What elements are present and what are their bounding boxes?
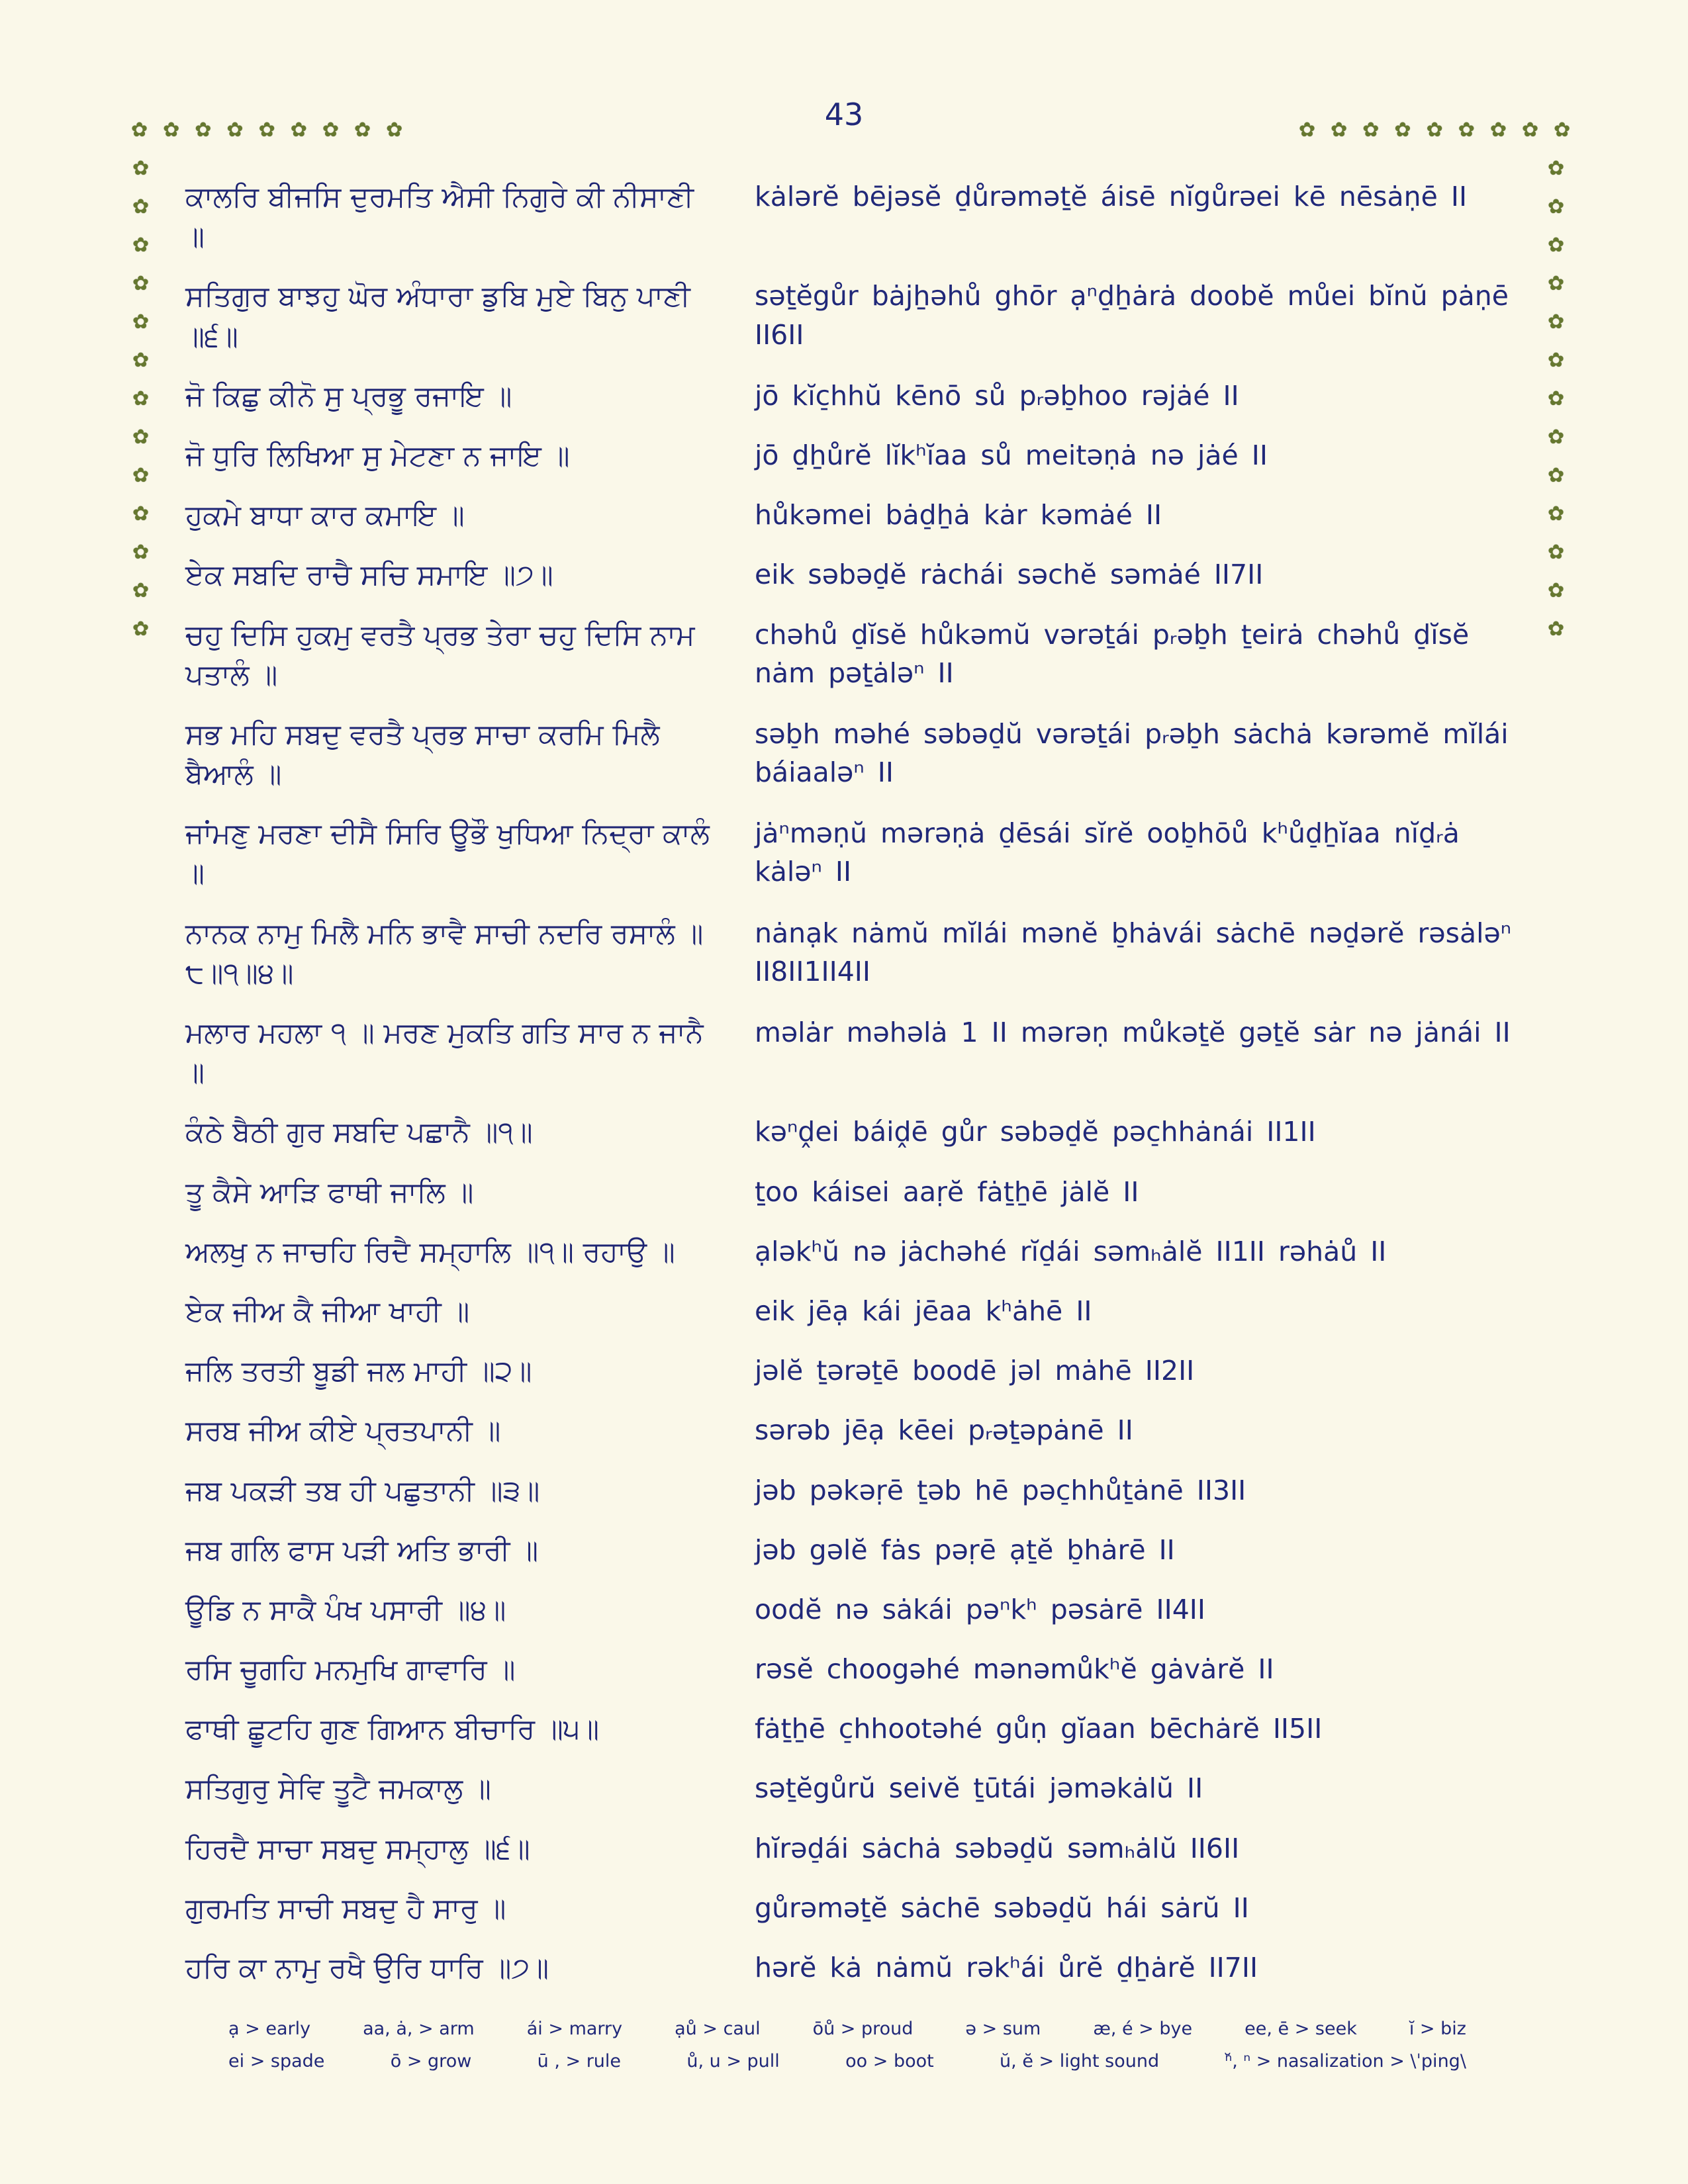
- verse-row: [185, 377, 1536, 416]
- guide-item: æ, é > bye: [1093, 2019, 1193, 2039]
- verse-row: [185, 1292, 1536, 1332]
- flower-icon: ✿: [195, 118, 212, 142]
- gurmukhi-text: ਸਰਬ ਜੀਅ ਕੀਏ ਪ੍ਰਤਪਾਨੀ ॥: [185, 1414, 501, 1448]
- flower-icon: ✿: [132, 579, 150, 602]
- flower-icon: ✿: [1362, 118, 1380, 142]
- flower-icon: ✿: [290, 118, 307, 142]
- roman-text: ṯoo káisei aaṛĕ fȧṯẖē jȧlĕ II: [755, 1175, 1139, 1208]
- flower-icon: ✿: [258, 118, 275, 142]
- roman-text: nȧnạk nȧmŭ mĭlái mənĕ b̠hȧvái sȧchē nəd̠ərĕ rəsȧləⁿ II8II1II4II: [755, 917, 1512, 987]
- flower-icon: ✿: [1299, 118, 1316, 142]
- gurmukhi-text: ਜਬ ਪਕੜੀ ਤਬ ਹੀ ਪਛੁਤਾਨੀ ॥੩॥: [185, 1474, 540, 1508]
- flower-icon: ✿: [1426, 118, 1443, 142]
- flower-icon: ✿: [132, 195, 150, 218]
- flower-icon: ✿: [132, 387, 150, 410]
- ornament-border-right: [1548, 159, 1564, 639]
- flower-icon: ✿: [353, 118, 371, 142]
- guide-item: ạů > caul: [675, 2019, 761, 2039]
- flower-icon: ✿: [1548, 157, 1565, 180]
- gurmukhi-text: ਏਕ ਜੀਅ ਕੈ ਜੀਆ ਖਾਹੀ ॥: [185, 1295, 470, 1328]
- flower-icon: ✿: [1521, 118, 1539, 142]
- roman-text: jəb pəkəṛē ṯəb hē pəc̠hhůṯȧnē II3II: [755, 1474, 1246, 1506]
- guide-item: ə > sum: [965, 2019, 1041, 2039]
- verse-row: [185, 1948, 1536, 1988]
- roman-text: hĭrəd̠ái sȧchȧ səbəd̠ŭ səmₕȧlŭ II6II: [755, 1832, 1240, 1864]
- flower-icon: ✿: [1548, 617, 1565, 641]
- flower-icon: ✿: [1548, 349, 1565, 372]
- roman-text: səb̠h məhé səbəd̠ŭ vərəṯái pᵣəb̠h sȧchȧ kərəmĕ mĭlái báiaaləⁿ II: [755, 717, 1509, 789]
- gurmukhi-text: ਨਾਨਕ ਨਾਮੁ ਮਿਲੈ ਮਨਿ ਭਾਵੈ ਸਾਚੀ ਨਦਰਿ ਰਸਾਲੰ ॥੮॥੧॥੪॥: [185, 917, 704, 990]
- verse-row: [185, 555, 1536, 595]
- guide-item: oo > boot: [845, 2051, 934, 2071]
- verse-row: [185, 1173, 1536, 1212]
- flower-icon: ✿: [322, 118, 339, 142]
- roman-text: ạləkʰŭ nə jȧchəhé rĭd̠ái səmₕȧlĕ II1II rəhȧů II: [755, 1235, 1387, 1267]
- guide-item: ee, ē > seek: [1244, 2019, 1357, 2039]
- verse-row: [185, 496, 1536, 535]
- gurmukhi-text: ਊਡਿ ਨ ਸਾਕੈ ਪੰਖ ਪਸਾਰੀ ॥੪॥: [185, 1593, 506, 1627]
- gurmukhi-text: ਜਾਂਮਣੁ ਮਰਣਾ ਦੀਸੈ ਸਿਰਿ ਊਭੌ ਖੁਧਿਆ ਨਿਦ੍ਰਾ ਕਾਲੰ ॥: [185, 817, 710, 891]
- roman-text: oodĕ nə sȧkái pəⁿkʰ pəsȧrē II4II: [755, 1593, 1205, 1625]
- verse-row: [185, 436, 1536, 476]
- flower-icon: ✿: [132, 272, 150, 295]
- roman-text: eik səbəd̠ĕ rȧchái səchĕ səmȧé II7II: [755, 559, 1264, 591]
- guide-item: ái > marry: [526, 2019, 623, 2039]
- gurmukhi-text: ਜਬ ਗਲਿ ਫਾਸ ਪੜੀ ਅਤਿ ਭਾਰੀ ॥: [185, 1533, 539, 1567]
- roman-text: fȧṯẖē c̠hhootəhé gůṇ gĭaan bēchȧrĕ II5II: [755, 1713, 1323, 1745]
- guide-item: ạ > early: [228, 2019, 311, 2039]
- flower-icon: ✿: [132, 310, 150, 334]
- flower-icon: ✿: [1548, 387, 1565, 410]
- flower-icon: ✿: [386, 118, 403, 142]
- verse-row: [185, 277, 1536, 356]
- roman-text: jō kĭc̠hhŭ kēnō sů pᵣəb̠hoo rəjȧé II: [755, 379, 1239, 412]
- roman-text: hərĕ kȧ nȧmŭ rəkʰái ůrĕ d̠ẖȧrĕ II7II: [755, 1952, 1258, 1983]
- guide-row-1: [228, 2019, 1466, 2039]
- flower-icon: ✿: [1548, 272, 1565, 295]
- verse-row: [185, 1013, 1536, 1093]
- flower-icon: ✿: [1548, 464, 1565, 487]
- verse-row: [185, 1650, 1536, 1690]
- flower-icon: ✿: [132, 349, 150, 372]
- roman-text: rəsĕ choogəhé mənəmůkʰĕ gȧvȧrĕ II: [755, 1653, 1274, 1686]
- guide-item: ĭ > biz: [1409, 2019, 1466, 2039]
- gurmukhi-text: ਕੰਠੇ ਬੈਠੀ ਗੁਰ ਸਬਦਿ ਪਛਾਨੈ ॥੧॥: [185, 1116, 533, 1150]
- roman-text: jəlĕ ṯərəṯē boodē jəl mȧhē II2II: [755, 1355, 1195, 1387]
- roman-text: səṯĕgůr bȧjẖəhů ghōr ạⁿd̠ẖȧrȧ doobĕ můei bĭnŭ pȧṇē II6II: [755, 280, 1509, 351]
- ornament-border-left: [132, 159, 149, 639]
- verse-row: [185, 1411, 1536, 1451]
- gurmukhi-text: ਰਸਿ ਚੂਗਹਿ ਮਨਮੁਖਿ ਗਾਵਾਰਿ ॥: [185, 1653, 516, 1687]
- verse-row: [185, 1829, 1536, 1869]
- flower-icon: ✿: [132, 464, 150, 487]
- gurmukhi-text: ਚਹੁ ਦਿਸਿ ਹੁਕਮੁ ਵਰਤੈ ਪ੍ਰਭ ਤੇਰਾ ਚਹੁ ਦਿਸਿ ਨਾਮ ਪਤਾਲੰ ॥: [185, 618, 695, 692]
- verse-row: [185, 1769, 1536, 1809]
- gurmukhi-text: ਫਾਥੀ ਛੂਟਹਿ ਗੁਣ ਗਿਆਨ ਬੀਚਾਰਿ ॥੫॥: [185, 1713, 600, 1747]
- gurmukhi-text: ਹਰਿ ਕਾ ਨਾਮੁ ਰਖੈ ਉਰਿ ਧਾਰਿ ॥੭॥: [185, 1952, 549, 1985]
- ornament-border-top-right: [1299, 120, 1570, 140]
- gurmukhi-text: ਕਾਲਰਿ ਬੀਜਸਿ ਦੁਰਮਤਿ ਐਸੀ ਨਿਗੁਰੇ ਕੀ ਨੀਸਾਣੀ ॥: [185, 181, 694, 254]
- flower-icon: ✿: [1548, 541, 1565, 564]
- roman-text: chəhů d̠ĭsĕ hůkəmŭ vərəṯái pᵣəb̠h ṯeirȧ chəhů d̠ĭsĕ nȧm pəṯȧləⁿ II: [755, 618, 1470, 689]
- verse-row: [185, 615, 1536, 695]
- gurmukhi-text: ਤੂ ਕੈਸੇ ਆੜਿ ਫਾਥੀ ਜਾਲਿ ॥: [185, 1175, 474, 1209]
- roman-text: jəb gəlĕ fȧs pəṛē ạṯĕ b̠hȧrē II: [755, 1533, 1175, 1566]
- flower-icon: ✿: [1548, 310, 1565, 334]
- ornament-border-top-left: [131, 120, 402, 140]
- gurmukhi-text: ਸਤਿਗੁਰੁ ਸੇਵਿ ਤੂਟੈ ਜਮਕਾਲੁ ॥: [185, 1772, 491, 1806]
- flower-icon: ✿: [132, 234, 150, 257]
- verse-row: [185, 1531, 1536, 1570]
- guide-item: ŭ, ĕ > light sound: [1000, 2051, 1160, 2071]
- flower-icon: ✿: [1548, 579, 1565, 602]
- guide-row-2: [228, 2051, 1466, 2071]
- verse-row: [185, 1889, 1536, 1929]
- roman-text: jȧⁿməṇŭ mərəṇȧ d̠ēsái sĭrĕ oob̠hōů kʰůd̠ẖĭaa nĭd̠ᵣȧ kȧləⁿ II: [755, 817, 1460, 888]
- roman-text: gůrəməṯĕ sȧchē səbəd̠ŭ hái sȧrŭ II: [755, 1891, 1249, 1924]
- guide-item: ū , > rule: [537, 2051, 622, 2071]
- flower-icon: ✿: [163, 118, 180, 142]
- guide-item: ei > spade: [228, 2051, 325, 2071]
- roman-text: jō d̠ẖůrĕ lĭkʰĭaa sů meitəṇȧ nə jȧé II: [755, 439, 1268, 471]
- guide-item: ⁿ̆, ⁿ > nasalization > \ˈping\: [1225, 2051, 1466, 2071]
- gurmukhi-text: ਜੋ ਕਿਛੁ ਕੀਨੋ ਸੁ ਪ੍ਰਭੂ ਰਜਾਇ ॥: [185, 379, 512, 413]
- verse-row: [185, 1590, 1536, 1630]
- verse-row: [185, 814, 1536, 893]
- flower-icon: ✿: [132, 617, 150, 641]
- gurmukhi-text: ਜੋ ਧੁਰਿ ਲਿਖਿਆ ਸੁ ਮੇਟਣਾ ਨ ਜਾਇ ॥: [185, 439, 570, 473]
- gurmukhi-text: ਹਿਰਦੈ ਸਾਚਾ ਸਬਦੁ ਸਮ੍ਹਾਲੁ ॥੬॥: [185, 1832, 530, 1866]
- flower-icon: ✿: [132, 426, 150, 449]
- flower-icon: ✿: [132, 541, 150, 564]
- guide-item: ōů > proud: [812, 2019, 914, 2039]
- gurmukhi-text: ਸਭ ਮਹਿ ਸਬਦੁ ਵਰਤੈ ਪ੍ਰਭ ਸਾਚਾ ਕਰਮਿ ਮਿਲੈ ਬੈਆਲੰ ॥: [185, 717, 660, 792]
- gurmukhi-text: ਗੁਰਮਤਿ ਸਾਚੀ ਸਬਦੁ ਹੈ ਸਾਰੁ ॥: [185, 1891, 506, 1925]
- roman-text: eik jēạ kái jēaa kʰȧhē II: [755, 1295, 1092, 1327]
- verse-row: [185, 1471, 1536, 1511]
- roman-text: kȧlərĕ bējəsĕ d̠ůrəməṯĕ áisē nĭgůrəei kē nēsȧṇē II: [755, 181, 1468, 212]
- flower-icon: ✿: [1554, 118, 1571, 142]
- verse-row: [185, 715, 1536, 794]
- roman-text: sərəb jēạ kēei pᵣəṯəpȧnē II: [755, 1414, 1133, 1447]
- verse-row: [185, 1351, 1536, 1391]
- roman-text: kəⁿḓei báiḓē gůr səbəd̠ĕ pəc̠hhȧnái II1II: [755, 1116, 1316, 1148]
- gurmukhi-text: ਜਲਿ ਤਰਤੀ ਬੂਡੀ ਜਲ ਮਾਹੀ ॥੨॥: [185, 1355, 532, 1388]
- roman-text: məlȧr məhəlȧ 1 II mərəṇ můkəṯĕ gəṯĕ sȧr nə jȧnái II: [755, 1017, 1511, 1048]
- flower-icon: ✿: [132, 502, 150, 525]
- verse-row: [185, 1232, 1536, 1272]
- verse-row: [185, 1113, 1536, 1152]
- gurmukhi-text: ਏਕ ਸਬਦਿ ਰਾਚੈ ਸਚਿ ਸਮਾਇ ॥੭॥: [185, 559, 553, 592]
- gurmukhi-text: ਮਲਾਰ ਮਹਲਾ ੧ ॥ ਮਰਣ ਮੁਕਤਿ ਗਤਿ ਸਾਰ ਨ ਜਾਨੈ ॥: [185, 1017, 704, 1090]
- pronunciation-guide: [228, 2019, 1466, 2083]
- roman-text: səṯĕgůrŭ seivĕ ṯūtái jəməkȧlŭ II: [755, 1772, 1203, 1805]
- guide-item: ō > grow: [390, 2051, 472, 2071]
- guide-item: ů, u > pull: [686, 2051, 780, 2071]
- verse-row: [185, 177, 1536, 257]
- flower-icon: ✿: [1548, 195, 1565, 218]
- flower-icon: ✿: [1394, 118, 1411, 142]
- flower-icon: ✿: [1489, 118, 1507, 142]
- flower-icon: ✿: [226, 118, 244, 142]
- flower-icon: ✿: [131, 118, 148, 142]
- verse-row: [185, 914, 1536, 993]
- flower-icon: ✿: [1548, 426, 1565, 449]
- flower-icon: ✿: [1458, 118, 1475, 142]
- verse-row: [185, 1709, 1536, 1749]
- flower-icon: ✿: [1548, 502, 1565, 525]
- flower-icon: ✿: [1548, 234, 1565, 257]
- gurmukhi-text: ਹੁਕਮੇ ਬਾਧਾ ਕਾਰ ਕਮਾਇ ॥: [185, 499, 465, 533]
- verse-rows: [185, 177, 1536, 1988]
- guide-item: aa, ȧ, > arm: [363, 2019, 475, 2039]
- flower-icon: ✿: [132, 157, 150, 180]
- flower-icon: ✿: [1331, 118, 1348, 142]
- gurmukhi-text: ਸਤਿਗੁਰ ਬਾਝਹੁ ਘੋਰ ਅੰਧਾਰਾ ਡੁਬਿ ਮੁਏ ਬਿਨੁ ਪਾਣੀ ॥੬॥: [185, 280, 690, 353]
- page-number: 43: [824, 97, 864, 132]
- gurmukhi-text: ਅਲਖੁ ਨ ਜਾਚਹਿ ਰਿਦੈ ਸਮ੍ਹਾਲਿ ॥੧॥ ਰਹਾਉ ॥: [185, 1235, 675, 1269]
- roman-text: hůkəmei bȧd̠ẖȧ kȧr kəmȧé II: [755, 499, 1162, 531]
